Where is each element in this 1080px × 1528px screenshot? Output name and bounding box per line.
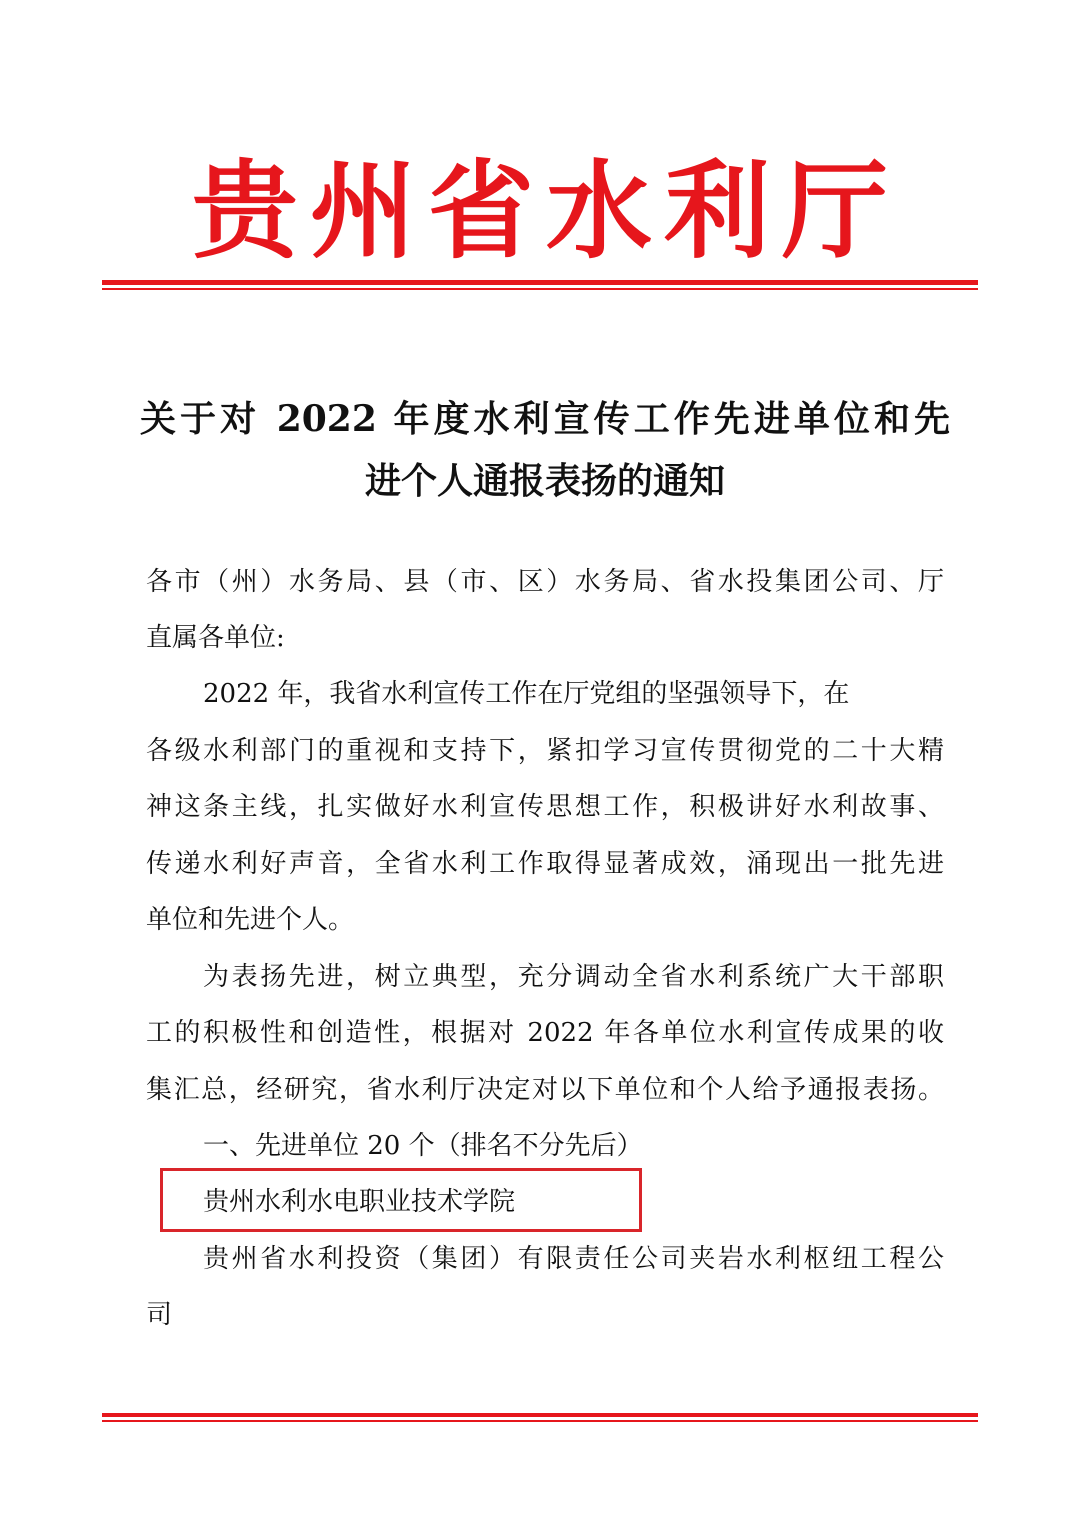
footer-rule-thick [102,1413,978,1417]
title-line-2: 进个人通报表扬的通知 [364,460,725,502]
title-line-1: 关于对 2022 年度水利宣传工作先进单位和先 [140,398,950,440]
paragraph-2-line-3: 集汇总，经研究，省水利厅决定对以下单位和个人给予通报表扬。 [146,1075,944,1105]
letterhead-title [100,148,980,273]
letterhead-char-3: 省 [428,147,534,273]
paragraph-1-line-2: 各级水利部门的重视和支持下，紧扣学习宣传贯彻党的二十大精 [146,736,944,766]
letterhead-char-2: 州 [310,147,416,273]
section-1-heading: 一、先进单位 20 个（排名不分先后） [203,1131,643,1161]
unit-item-1: 贵州水利水电职业技术学院 [203,1187,516,1217]
letterhead-char-5: 利 [664,147,770,273]
header-rule-thin [102,288,978,290]
paragraph-1-line-4: 传递水利好声音，全省水利工作取得显著成效，涌现出一批先进 [146,849,944,879]
letterhead-char-6: 厅 [782,147,888,273]
paragraph-1-line-1: 2022 年，我省水利宣传工作在厅党组的坚强领导下，在 [203,679,850,709]
unit-item-2-line-2: 司 [146,1300,173,1330]
letterhead-char-1: 贵 [192,147,298,273]
salutation-line-1: 各市（州）水务局、县（市、区）水务局、省水投集团公司、厅 [146,567,944,597]
paragraph-2-line-1: 为表扬先进，树立典型，充分调动全省水利系统广大干部职 [203,962,944,992]
header-rule-thick [102,280,978,285]
unit-item-2-line-1: 贵州省水利投资（集团）有限责任公司夹岩水利枢纽工程公 [203,1244,944,1274]
letterhead-char-4: 水 [546,147,652,273]
highlight-box [160,1168,642,1232]
notice-title [140,388,950,512]
footer-rule-thin [102,1420,978,1422]
paragraph-1-line-3: 神这条主线，扎实做好水利宣传思想工作，积极讲好水利故事、 [146,792,944,822]
paragraph-2-line-2: 工的积极性和创造性，根据对 2022 年各单位水利宣传成果的收 [146,1018,944,1048]
paragraph-1-line-5: 单位和先进个人。 [146,905,355,935]
salutation-line-2: 直属各单位: [146,623,285,653]
